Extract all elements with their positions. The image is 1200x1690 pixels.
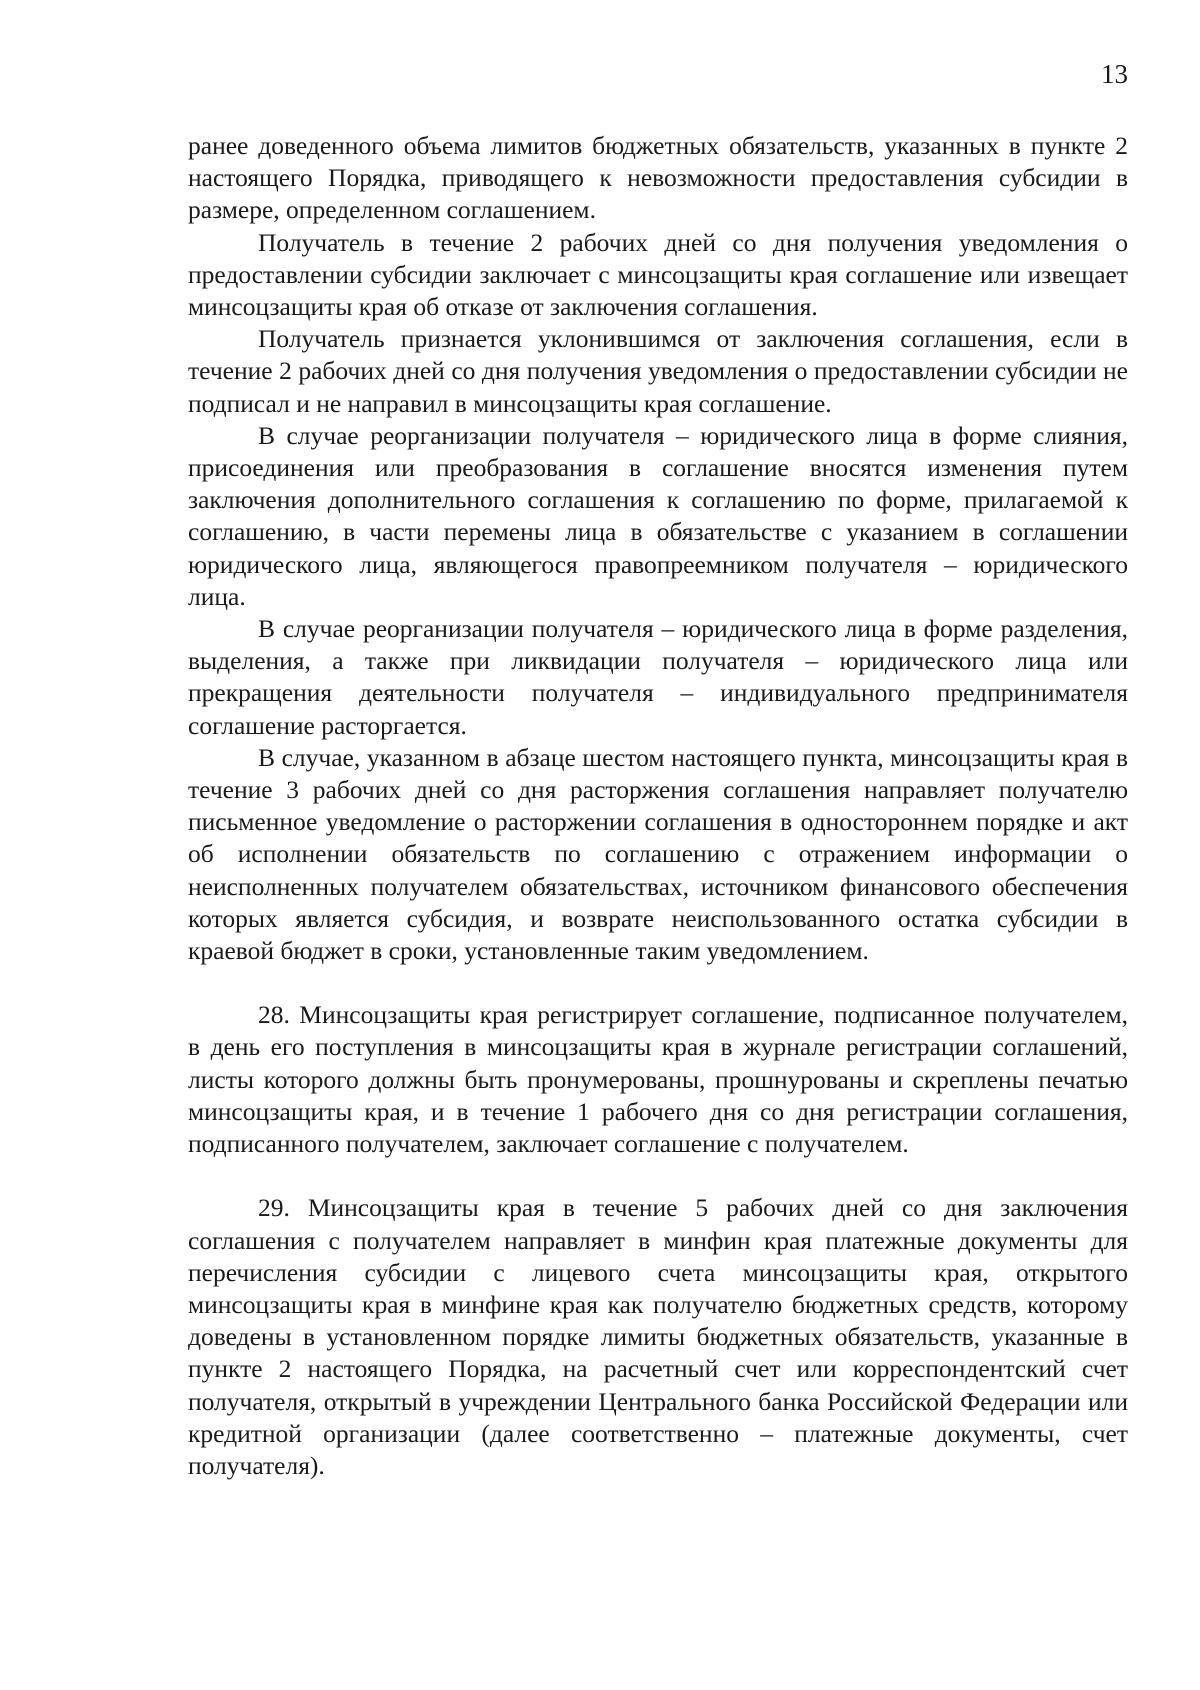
page-number: 13 bbox=[1101, 59, 1128, 89]
paragraph-agreement-signing: Получатель в течение 2 рабочих дней со дня получения уведомления о предоставлении субсидии заключает с минсоцзащиты края соглашение или извещает минсоцзащиты края об отказе от заключения соглашения. bbox=[188, 227, 1128, 322]
paragraph-evasion: Получатель признается уклонившимся от заключения соглашения, если в течение 2 рабочих дней со дня получения уведомления о предоставлении субсидии не подписал и не направил в минсоцзащиты края соглашение. bbox=[188, 324, 1128, 418]
paragraph-continuation: ранее доведенного объема лимитов бюджетных обязательств, указанных в пункте 2 настоящего Порядка, приводящего к невозможности предоставления субсидии в размере, определенном соглашением. bbox=[188, 131, 1128, 225]
document-body bbox=[188, 130, 1128, 1482]
paragraph-reorganization-division: В случае реорганизации получателя – юридического лица в форме разделения, выделения, а также при ликвидации получателя – юридического лица или прекращения деятельности получателя – индивидуального предпринимателя соглашение расторгается. bbox=[188, 614, 1128, 740]
paragraph-reorganization-merger: В случае реорганизации получателя – юридического лица в форме слияния, присоединения или преобразования в соглашение вносятся изменения путем заключения дополнительного соглашения к соглашению по форме, прилагаемой к соглашению, в части перемены лица в обязательстве с указанием в соглашении юридического лица, являющегося правопреемником получателя – юридического лица. bbox=[188, 420, 1128, 611]
paragraph-termination-notice: В случае, указанном в абзаце шестом настоящего пункта, минсоцзащиты края в течение 3 рабочих дней со дня расторжения соглашения направляет получателю письменное уведомление о расторжении соглашения в одностороннем порядке и акт об исполнении обязательств по соглашению с отражением информации о неисполненных получателем обязательствах, источником финансового обеспечения которых является субсидия, и возврате неиспользованного остатка субсидии в краевой бюджет в сроки, установленные таким уведомлением. bbox=[188, 742, 1128, 966]
paragraph-item-29: 29. Минсоцзащиты края в течение 5 рабочих дней со дня заключения соглашения с получателем направляет в минфин края платежные документы для перечисления субсидии с лицевого счета минсоцзащиты края, открытого минсоцзащиты края в минфине края как получателю бюджетных средств, которому доведены в установленном порядке лимиты бюджетных обязательств, указанные в пункте 2 настоящего Порядка, на расчетный счет или корреспондентский счет получателя, открытый в учреждении Центрального банка Российской Федерации или кредитной организации (далее соответственно – платежные документы, счет получателя). bbox=[188, 1193, 1128, 1480]
paragraph-item-28: 28. Минсоцзащиты края регистрирует соглашение, подписанное получателем, в день его поступления в минсоцзащиты края в журнале регистрации соглашений, листы которого должны быть пронумерованы, прошнурованы и скреплены печатью минсоцзащиты края, и в течение 1 рабочего дня со дня регистрации соглашения, подписанного получателем, заключает соглашение с получателем. bbox=[188, 1000, 1128, 1159]
